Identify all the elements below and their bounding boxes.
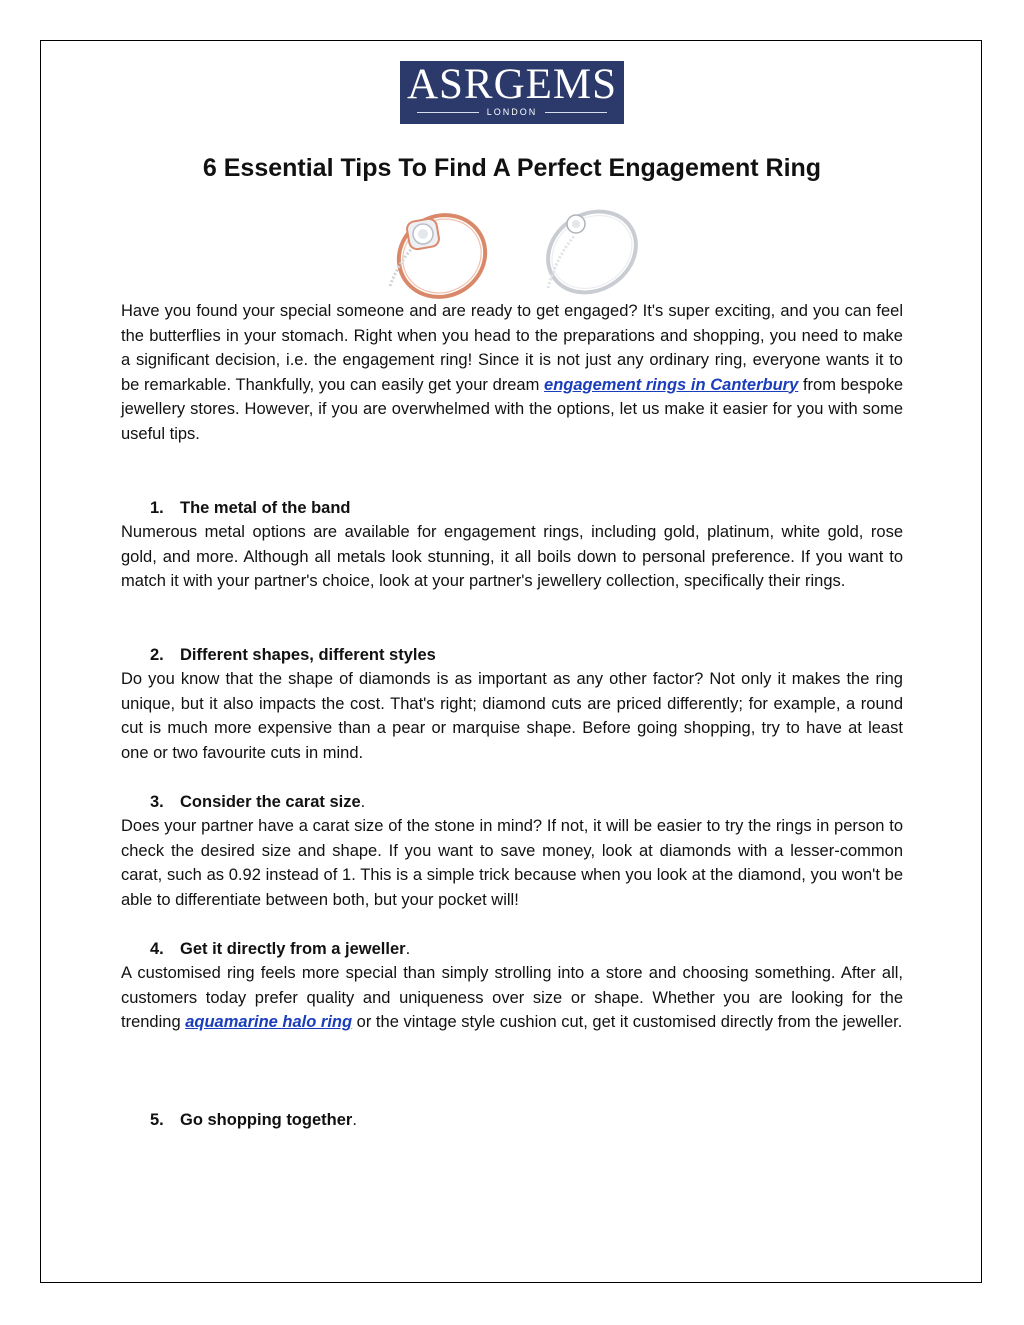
intro-paragraph: [121, 299, 903, 446]
section-number: 3.: [150, 793, 164, 811]
section-number: 4.: [150, 940, 164, 958]
rings-image: [370, 196, 660, 300]
logo-wordmark: ASRGEMS: [406, 61, 618, 108]
section-heading-1: [150, 496, 351, 520]
white-gold-ring-image: [533, 196, 651, 300]
page-title: 6 Essential Tips To Find A Perfect Engagement Ring: [202, 154, 822, 182]
section-suffix: .: [352, 1111, 357, 1129]
section-title: The metal of the band: [180, 499, 351, 517]
section-title: Consider the carat size: [180, 793, 361, 811]
section-suffix: .: [360, 793, 366, 811]
section-title: Different shapes, different styles: [180, 646, 436, 664]
section-number: 1.: [150, 499, 164, 517]
section-body-text: A customised ring feels more special than simply strolling into a store and choosing something. After all, customers today prefer quality and uniqueness over size or shape. Whether you are looking for the trending: [121, 964, 903, 1031]
intro-text: Have you found your special someone and are ready to get engaged? It's super exciting, and you can feel the butterflies in your stomach. Right when you head to the preparations and shopping, you need to make a significant decision, i.e. the engagement ring! Since it is not just any ordinary ring, everyone wants it to be remarkable. Thankfully, you can easily get your dream: [121, 302, 903, 394]
section-heading-4: [150, 937, 410, 961]
section-suffix: .: [405, 940, 411, 958]
logo-subline: [400, 107, 624, 117]
section-body-4: [121, 961, 903, 1035]
intro-text-continued: from bespoke jewellery stores. However, if you are overwhelmed with the options, let us make it easier for you with some useful tips.: [121, 375, 903, 443]
section-title: Get it directly from a jeweller: [180, 940, 406, 958]
section-title: Go shopping together: [180, 1111, 353, 1129]
section-heading-2: [150, 643, 436, 667]
brand-logo: [400, 61, 624, 124]
section-number: 5.: [150, 1111, 164, 1129]
section-body-1: Numerous metal options are available for engagement rings, including gold, platinum, white gold, rose gold, and more. Although all metals look stunning, it all boils down to personal preference. If you want to match it with your partner's choice, look at your partner's jewellery collection, specifically their rings.: [121, 523, 903, 590]
section-number: 2.: [150, 646, 164, 664]
section-heading-3: [150, 790, 365, 814]
section-body-3: Does your partner have a carat size of the stone in mind? If not, it will be easier to try the rings in person to check the desired size and shape. If you want to save money, look at diamonds with a lesser-common carat, such as 0.92 instead of 1. This is a simple trick because when you look at the diamond, you won't be able to differentiate between both, but your pocket will!: [121, 817, 903, 909]
rose-gold-ring-image: [384, 200, 499, 300]
logo-sub-text: LONDON: [486, 107, 538, 117]
engagement-rings-link[interactable]: engagement rings in Canterbury: [544, 375, 799, 394]
section-heading-5: [150, 1108, 357, 1132]
aquamarine-halo-ring-link[interactable]: aquamarine halo ring: [185, 1013, 353, 1031]
section-body-text-continued: or the vintage style cushion cut, get it customised directly from the jeweller.: [352, 1013, 903, 1031]
section-body-2: Do you know that the shape of diamonds is as important as any other factor? Not only it makes the ring unique, but it also impacts the cost. That's right; diamond cuts are priced differently; for example, a round cut is much more expensive than a pear or marquise shape. Before going shopping, try to have at least one or two favourite cuts in mind.: [121, 670, 903, 762]
logo-divider-left: [417, 112, 479, 113]
logo-divider-right: [545, 112, 607, 113]
